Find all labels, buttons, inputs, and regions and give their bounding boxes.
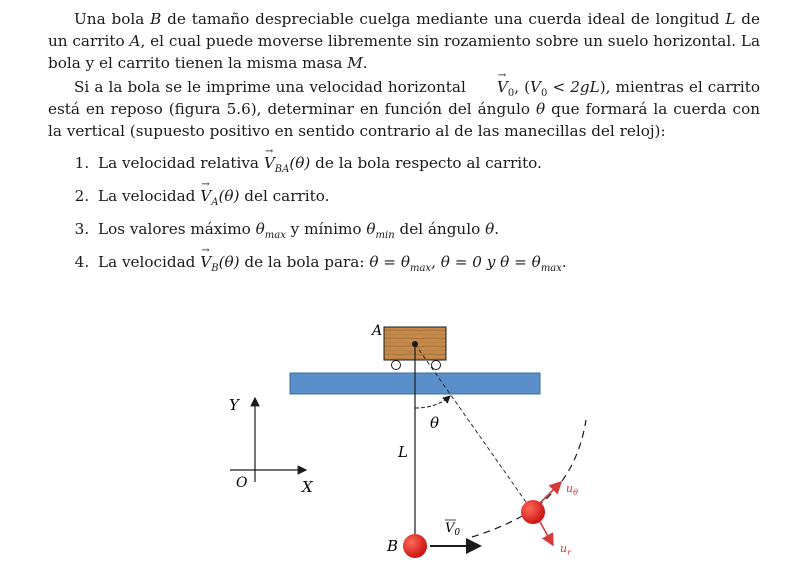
text-run: Una bola: [74, 10, 151, 28]
text-run: .: [561, 253, 567, 271]
label-B: B: [387, 537, 399, 555]
subscript: B: [211, 263, 219, 275]
text-run: .: [494, 220, 500, 238]
label-axis-Y: Y: [229, 396, 239, 414]
label-axis-X: X: [302, 478, 313, 496]
text-run: , (: [514, 78, 531, 96]
text-run: , el cual puede moverse libremente sin rozamiento sobre un suelo horizontal. La bola y el carrito tienen la misma masa: [48, 32, 761, 72]
subscript: A: [211, 197, 219, 209]
text-run: La velocidad relativa: [98, 154, 264, 172]
text-run: ), mientras el carrito está en reposo (figura 5.6), determinar en función del ángulo: [48, 78, 760, 118]
symbol-M: M: [347, 54, 363, 72]
text-run: Los valores máximo: [98, 220, 256, 238]
subscript: 0: [507, 88, 515, 100]
text-run: de un carrito: [48, 10, 760, 50]
argument: (θ): [218, 187, 240, 205]
label-u-theta-sub: θ: [573, 488, 578, 497]
symbol-vector: → V: [264, 152, 275, 174]
symbol-A: A: [129, 32, 141, 50]
condition: θ = θ: [369, 253, 410, 271]
angle-arc: [415, 396, 450, 408]
text-run: La velocidad: [98, 187, 201, 205]
subscript: 0: [541, 88, 548, 100]
ball-displaced: [521, 500, 545, 524]
cart-wheel-right: [432, 361, 441, 370]
label-V0: [445, 521, 460, 538]
symbol-L: L: [725, 10, 736, 28]
text-run: .: [362, 54, 368, 72]
label-origin: O: [236, 475, 248, 491]
label-u-theta-letter: u: [566, 482, 574, 495]
symbol-V0-scalar: V: [530, 78, 542, 96]
argument: (θ): [218, 253, 240, 271]
condition: < 2gL: [547, 78, 600, 96]
argument: (θ): [289, 154, 311, 172]
label-u-theta: [566, 482, 578, 497]
symbol-vector: → V: [200, 185, 211, 207]
subscript: max: [540, 263, 562, 275]
unit-vector-theta: [540, 482, 561, 503]
text-run: Si a la bola se le imprime una velocidad horizontal: [74, 78, 471, 96]
text-run: y mínimo: [285, 220, 367, 238]
subscript: max: [264, 230, 286, 242]
symbol-theta: θ: [485, 220, 495, 238]
text-run: que formará la cuerda con la vertical (supuesto positivo en sentido contrario al de las manecillas del reloj):: [48, 100, 760, 140]
label-u-r-letter: u: [560, 542, 568, 555]
symbol-B: B: [150, 10, 162, 28]
text-run: del ángulo: [394, 220, 486, 238]
text-run: de la bola para:: [239, 253, 370, 271]
symbol-theta: θ: [366, 220, 376, 238]
symbol-V0: → V: [471, 76, 508, 98]
label-u-r: [560, 542, 572, 557]
label-theta: θ: [430, 414, 440, 432]
text-run: de la bola respecto al carrito.: [310, 154, 542, 172]
label-V0-sub: 0: [454, 528, 461, 538]
symbol-vector: → V: [200, 251, 211, 273]
subscript: max: [409, 263, 432, 275]
unit-vector-r: [540, 522, 553, 545]
condition: , θ = 0 y θ = θ: [431, 253, 541, 271]
text-run: del carrito.: [239, 187, 330, 205]
subscript: BA: [274, 164, 290, 176]
ball-B: [403, 534, 427, 558]
symbol-theta: θ: [255, 220, 265, 238]
label-u-r-sub: r: [567, 548, 571, 557]
label-L: L: [398, 443, 408, 461]
symbol-theta: θ: [535, 100, 546, 118]
cart-wheel-left: [392, 361, 401, 370]
label-V0-letter: V: [445, 521, 455, 536]
subscript: min: [375, 230, 395, 242]
label-A: A: [372, 323, 383, 339]
text-run: de tamaño despreciable cuelga mediante una cuerda ideal de longitud: [161, 10, 726, 28]
text-run: La velocidad: [98, 253, 201, 271]
